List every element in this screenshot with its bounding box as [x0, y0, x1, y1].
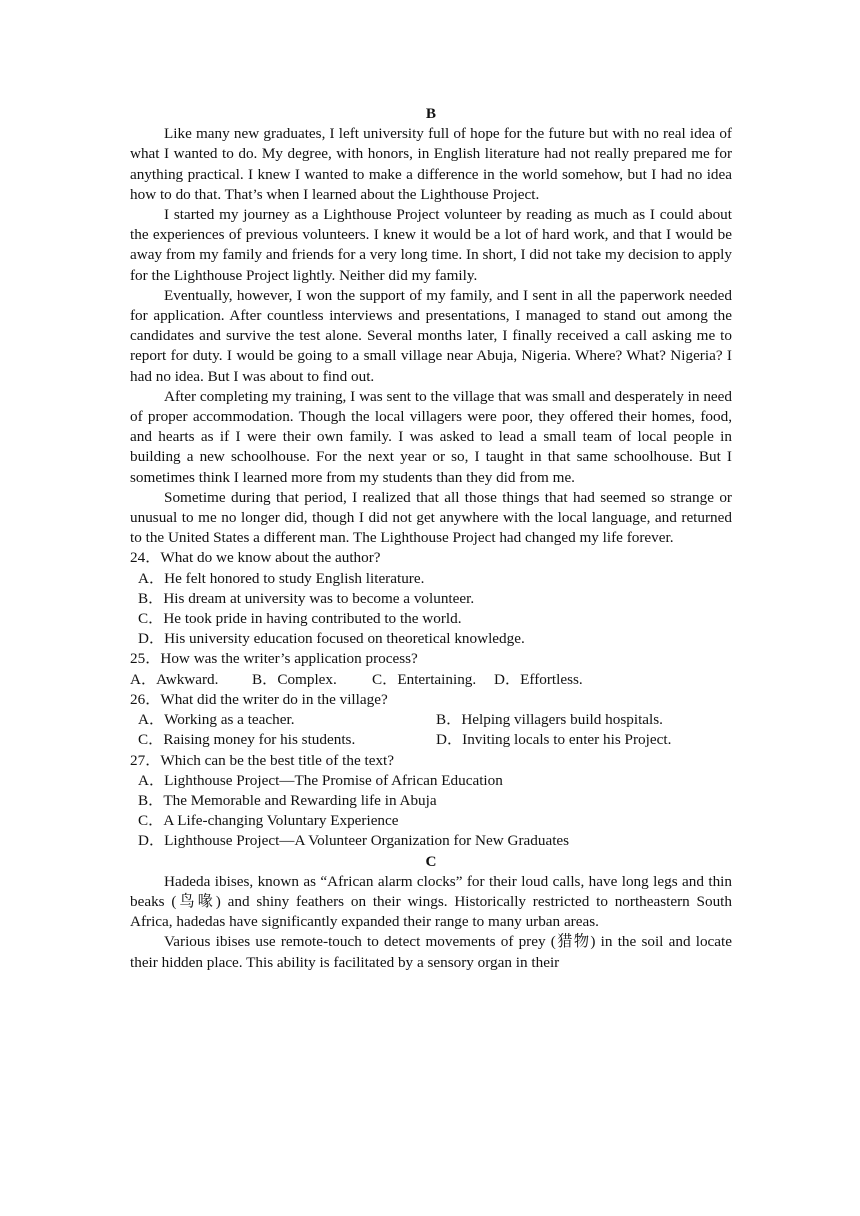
question-25 — [130, 649, 732, 689]
option-b: B．Helping villagers build hospitals. — [436, 711, 663, 729]
question-27 — [130, 751, 732, 852]
option-c: C．He took pride in having contributed to the world. — [138, 610, 462, 628]
question-stem: 24．What do we know about the author? — [130, 549, 381, 567]
passage-b-paragraph-5: Sometime during that period, I realized that all those things that had seemed so strange or unusual to me no longer did, though I did not get anywhere with the local language, and returned to the United States a different man. The Lighthouse Project had changed my life forever. — [130, 488, 732, 547]
question-stem: 26．What did the writer do in the village? — [130, 690, 388, 708]
passage-b-paragraph-4: After completing my training, I was sent to the village that was small and desperately in need of proper accommodation. Though the local villagers were poor, they offered their homes, food, and hearts as if I were their own family. I was asked to lead a small team of local people in building a new schoolhouse. For the next year or so, I taught in that same schoolhouse. But I sometimes think I learned more from my students than they did from me. — [130, 387, 732, 486]
passage-b-paragraph-1: Like many new graduates, I left university full of hope for the future but with no real idea of what I wanted to do. My degree, with honors, in English literature had not really prepared me for anything practical. I knew I wanted to make a difference in the world somehow, but I had no idea how to do that. That’s when I learned about the Lighthouse Project. — [130, 125, 732, 203]
passage-c-paragraph-2: Various ibises use remote-touch to detect movements of prey (猎物) in the soil and locate their hidden place. This ability is facilitated by a sensory organ in their — [130, 933, 732, 971]
option-row — [130, 670, 732, 690]
option-a: A．Awkward. — [130, 670, 219, 688]
option-d: D．Lighthouse Project—A Volunteer Organization for New Graduates — [138, 832, 570, 850]
passage-c-paragraph-1: Hadeda ibises, known as “African alarm clocks” for their loud calls, have long legs and thin beaks (鸟喙) and shiny feathers on their wings. Historically restricted to northeastern South Africa, hadedas have significantly expanded their range to many urban areas. — [130, 872, 732, 931]
option-c: C．Raising money for his students. — [138, 731, 356, 749]
question-stem: 25．How was the writer’s application process? — [130, 650, 418, 668]
passage-b-paragraph-2: I started my journey as a Lighthouse Project volunteer by reading as much as I could about the experiences of previous volunteers. I knew it would be a lot of hard work, and that I would be away from my family and friends for a very long time. In short, I did not take my decision to apply for the Lighthouse Project lightly. Neither did my family. — [130, 206, 732, 284]
option-b: B．Complex. — [252, 670, 337, 688]
option-row — [138, 730, 732, 750]
option-b: B．The Memorable and Rewarding life in Abuja — [138, 791, 437, 809]
document-page — [130, 104, 732, 973]
question-24 — [130, 548, 732, 649]
option-d: D．Inviting locals to enter his Project. — [436, 731, 672, 749]
option-c: C．A Life-changing Voluntary Experience — [138, 812, 399, 830]
option-c: C．Entertaining. — [372, 670, 477, 688]
section-b-heading: B — [425, 105, 437, 122]
option-a: A．He felt honored to study English literature. — [138, 569, 425, 587]
option-d: D．Effortless. — [494, 670, 583, 688]
option-b: B．His dream at university was to become a volunteer. — [138, 589, 475, 607]
option-row — [138, 710, 732, 730]
question-stem: 27．Which can be the best title of the text? — [130, 751, 395, 769]
option-a: A．Working as a teacher. — [138, 711, 295, 729]
option-d: D．His university education focused on theoretical knowledge. — [138, 630, 525, 648]
question-26 — [130, 690, 732, 751]
section-c-heading: C — [425, 852, 437, 870]
option-a: A．Lighthouse Project—The Promise of African Education — [138, 771, 503, 789]
passage-b-paragraph-3: Eventually, however, I won the support of my family, and I sent in all the paperwork needed for application. After countless interviews and presentations, I managed to stand out among the candidates and survive the test alone. Several months later, I finally received a call asking me to report for duty. I would be going to a small village near Abuja, Nigeria. Where? What? Nigeria? I had no idea. But I was about to find out. — [130, 286, 732, 385]
